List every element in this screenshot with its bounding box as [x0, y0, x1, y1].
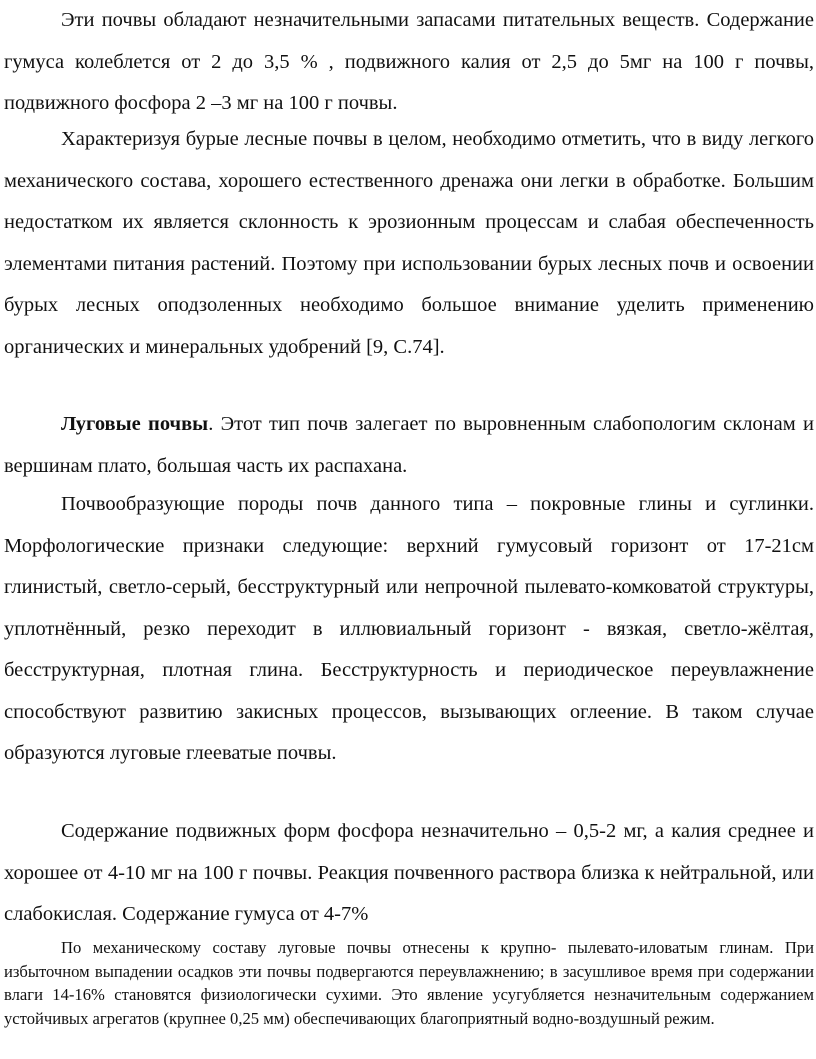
paragraph-mobile-phosphorus — [4, 811, 814, 936]
paragraph-text: Эти почвы обладают незначительными запасами питательных веществ. Содержание гумуса колеблется от 2 до 3,5 % , подвижного калия от 2,5 до 5мг на 100 г почвы, подвижного фосфора 2 –3 мг на 100 г почвы. — [4, 9, 814, 114]
paragraph-text: Почвообразующие породы почв данного типа – покровные глины и суглинки. Морфологические признаки следующие: верхний гумусовый горизонт от 17-21см глинистый, светло-серый, бесструктурный или непрочной пылевато-комковатой структуры, уплотнённый, резко переходит в иллювиальный горизонт - вязкая, светло-жёлтая, бесструктурная, плотная глина. Бесструктурность и периодическое переувлажнение способствуют развитию закисных процессов, вызывающих оглеение. В таком случае образуются луговые глееватые почвы. — [4, 493, 814, 764]
paragraph-text: . Этот тип почв залегает по выровненным слабопологим склонам и вершинам плато, большая часть их распахана. — [4, 413, 814, 477]
paragraph-text: Содержание подвижных форм фосфора незначительно – 0,5-2 мг, а калия среднее и хорошее от 4-10 мг на 100 г почвы. Реакция почвенного раствора близка к нейтральной, или слабокислая. Содержание гумуса от 4-7% — [4, 820, 814, 925]
paragraph-text: Характеризуя бурые лесные почвы в целом, необходимо отметить, что в виду легкого механического состава, хорошего естественного дренажа они легки в обработке. Большим недостатком их является склонность к эрозионным процессам и слабая обеспеченность элементами питания растений. Поэтому при использовании бурых лесных почв и освоении бурых лесных оподзоленных необходимо большое внимание уделить применению органических и минеральных удобрений [9, С.74]. — [4, 128, 814, 358]
paragraph-text: По механическому составу луговые почвы отнесены к крупно- пылевато-иловатым глинам. При избыточном выпадении осадков эти почвы подвергаются переувлажнению; в засушливое время при содержании влаги 14-16% становятся физиологически сухими. Это явление усугубляется незначительным содержанием устойчивых агрегатов (крупнее 0,25 мм) обеспечивающих благоприятный водно-воздушный режим. — [4, 938, 814, 1028]
paragraph-parent-rocks — [4, 484, 814, 775]
paragraph-mechanical-composition — [4, 936, 814, 1030]
section-heading-meadow-soils: Луговые почвы — [61, 413, 209, 435]
paragraph-nutrients — [4, 0, 814, 125]
paragraph-brown-forest-soils — [4, 119, 814, 368]
paragraph-meadow-soils — [4, 404, 814, 487]
